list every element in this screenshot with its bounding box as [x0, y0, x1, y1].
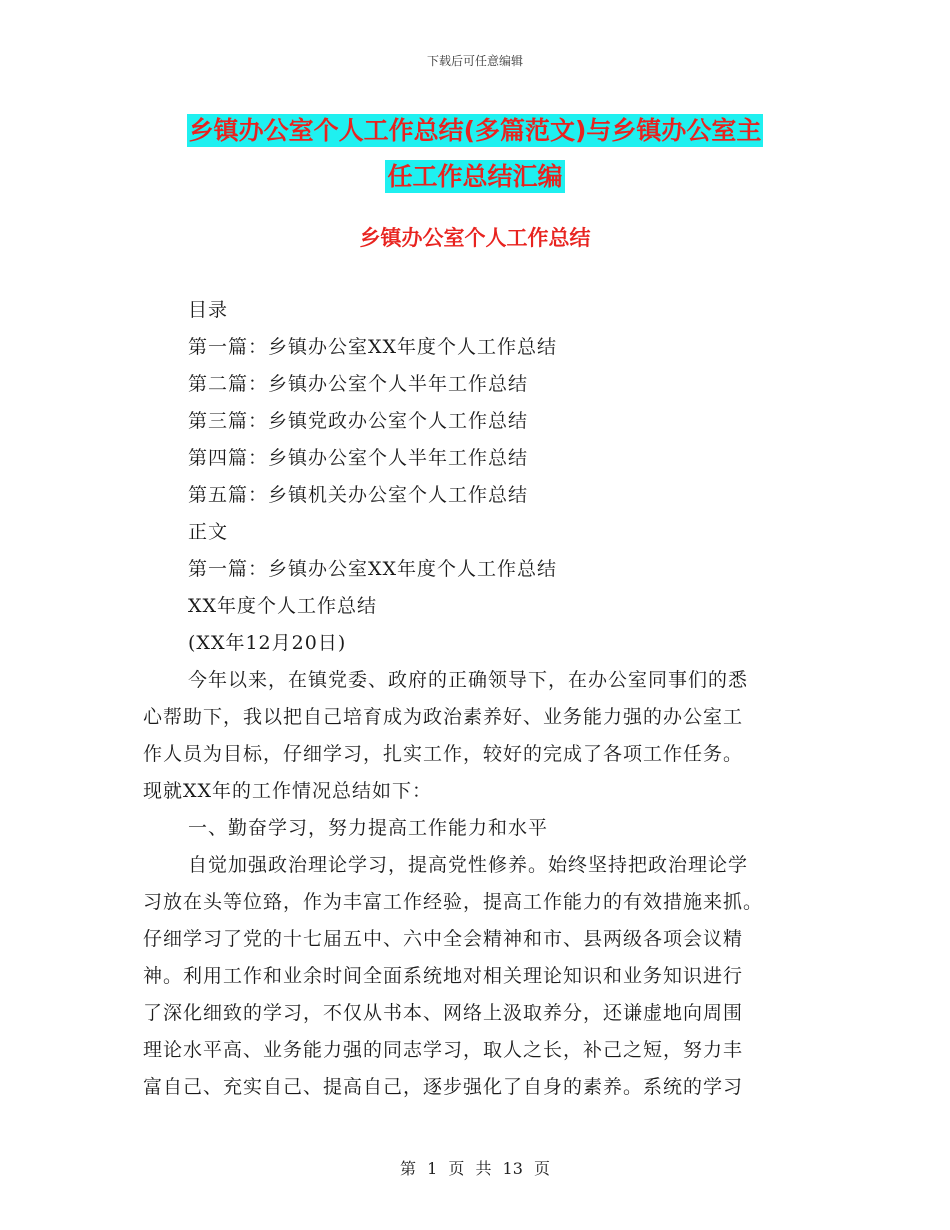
body-heading: 正文: [188, 521, 229, 543]
section-title: 乡镇办公室个人工作总结: [359, 226, 591, 250]
point-1-paragraph: [143, 847, 813, 1106]
article-subtitle: XX年度个人工作总结: [188, 595, 378, 617]
paragraph-line: 作人员为目标，仔细学习，扎实工作，较好的完成了各项工作任务。: [143, 743, 744, 765]
paragraph-line: 现就XX年的工作情况总结如下：: [143, 780, 433, 802]
paragraph-line: 今年以来，在镇党委、政府的正确领导下，在办公室同事们的悉: [188, 669, 749, 691]
document-body: [143, 292, 813, 1106]
paragraph-line: 心帮助下，我以把自己培育成为政治素养好、业务能力强的办公室工: [143, 706, 744, 728]
header-note: 下载后可任意编辑: [426, 54, 523, 68]
toc-item: 第四篇：乡镇办公室个人半年工作总结: [188, 447, 529, 469]
toc-heading: 目录: [188, 299, 229, 321]
document-title-line-2: 任工作总结汇编: [387, 162, 563, 191]
paragraph-line: 自觉加强政治理论学习，提高党性修养。始终坚持把政治理论学: [188, 854, 749, 876]
paragraph-line: 富自己、充实自己、提高自己，逐步强化了自身的素养。系统的学习: [143, 1076, 744, 1098]
intro-paragraph: [143, 662, 813, 810]
document-title-line-1: 乡镇办公室个人工作总结(多篇范文)与乡镇办公室主: [188, 116, 762, 145]
toc-item: 第二篇：乡镇办公室个人半年工作总结: [188, 373, 529, 395]
paragraph-line: 习放在头等位臵，作为丰富工作经验，提高工作能力的有效措施来抓。: [143, 891, 764, 913]
toc-item: 第三篇：乡镇党政办公室个人工作总结: [188, 410, 529, 432]
toc-item: 第一篇：乡镇办公室XX年度个人工作总结: [188, 336, 558, 358]
article-date: (XX年12月20日): [188, 632, 347, 654]
point-1-heading: 一、勤奋学习，努力提高工作能力和水平: [188, 817, 549, 839]
paragraph-line: 仔细学习了党的十七届五中、六中全会精神和市、县两级各项会议精: [143, 928, 744, 950]
article-title: 第一篇：乡镇办公室XX年度个人工作总结: [188, 558, 558, 580]
page-footer: 第 1 页 共 13 页: [400, 1159, 550, 1178]
paragraph-line: 神。利用工作和业余时间全面系统地对相关理论知识和业务知识进行: [143, 965, 744, 987]
paragraph-line: 了深化细致的学习，不仅从书本、网络上汲取养分，还谦虚地向周围: [143, 1002, 744, 1024]
document-title: [140, 108, 810, 200]
toc-item: 第五篇：乡镇机关办公室个人工作总结: [188, 484, 529, 506]
paragraph-line: 理论水平高、业务能力强的同志学习，取人之长，补己之短，努力丰: [143, 1039, 744, 1061]
